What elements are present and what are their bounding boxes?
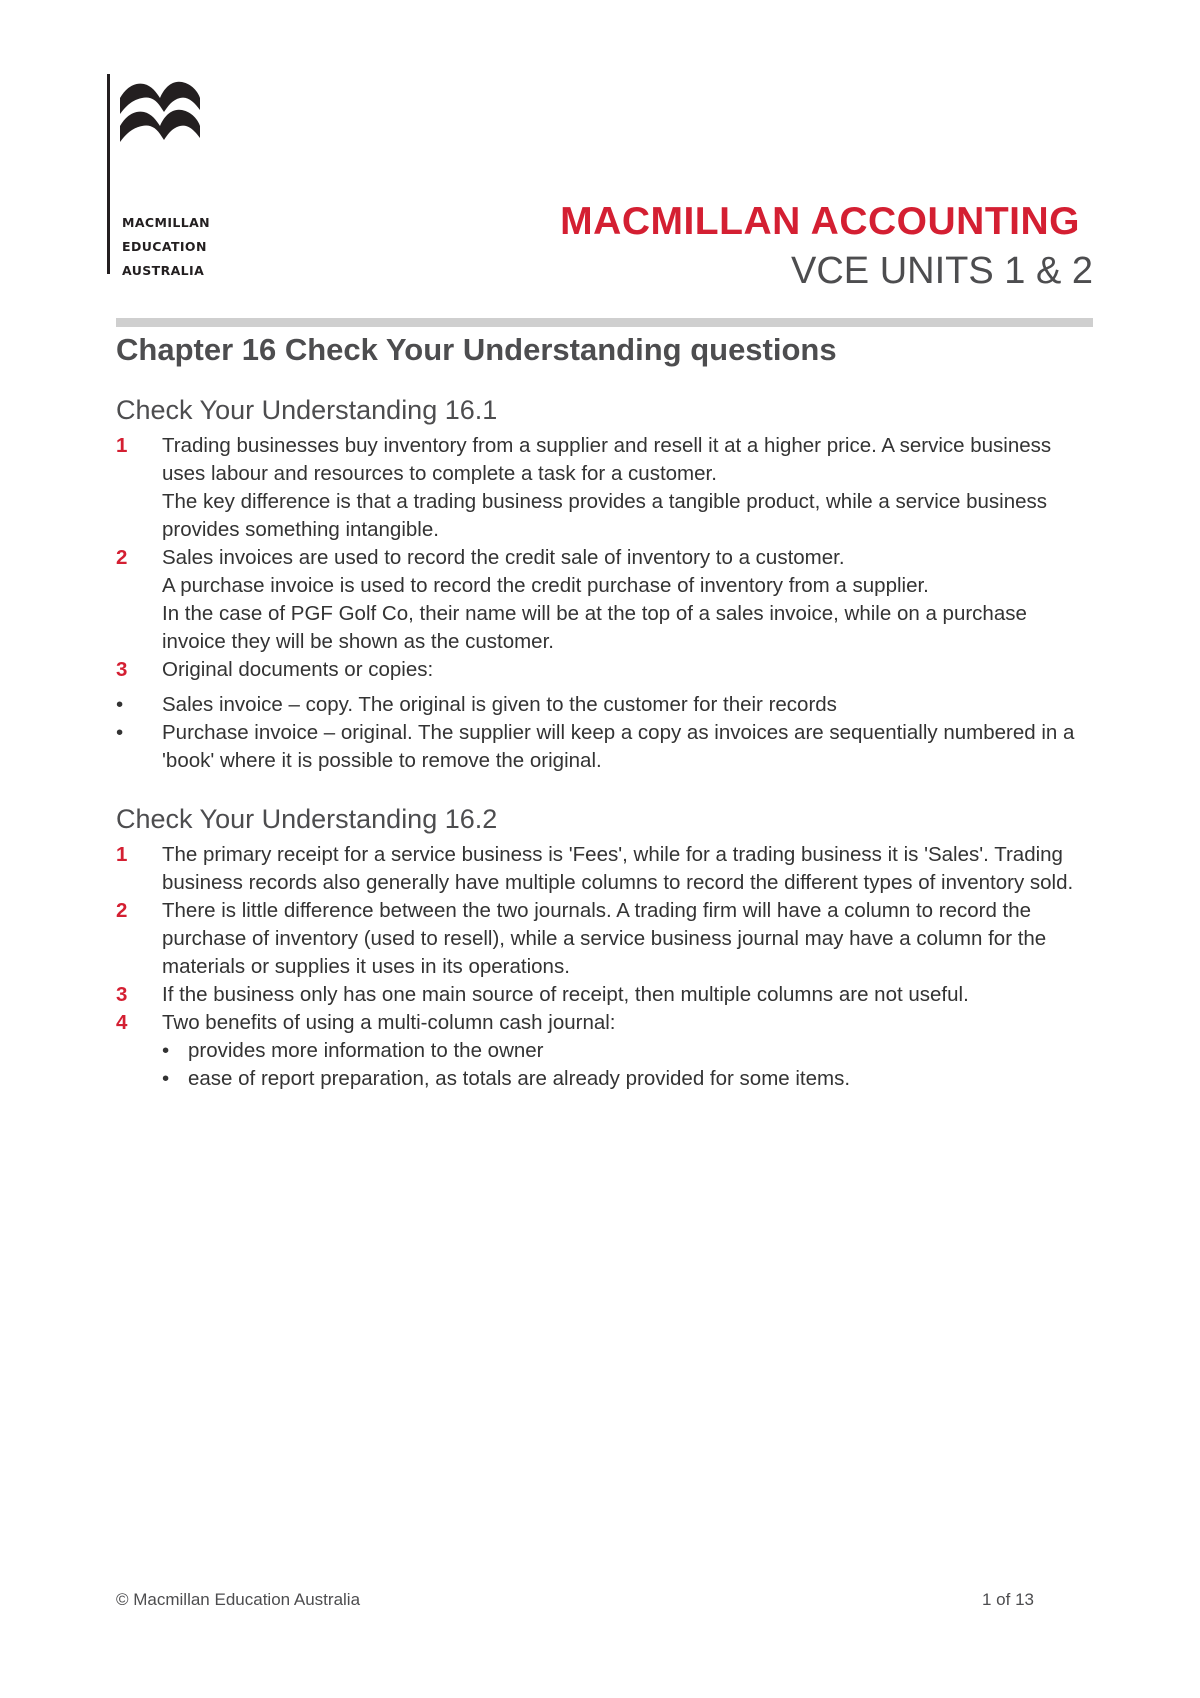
main-content <box>116 328 1096 1093</box>
bullet-list <box>162 1037 1096 1093</box>
answer-text: A purchase invoice is used to record the credit purchase of inventory from a supplier. <box>162 574 929 597</box>
bullet-icon: • <box>116 721 124 744</box>
question-number: 3 <box>116 658 128 681</box>
list-item <box>116 719 1096 775</box>
question-number: 1 <box>116 434 128 457</box>
bullet-icon: • <box>162 1039 170 1062</box>
header-divider <box>116 318 1093 327</box>
publisher-line-2: EDUCATION <box>122 239 207 254</box>
section-title: Check Your Understanding 16.1 <box>116 395 498 425</box>
chapter-title: Chapter 16 Check Your Understanding questions <box>116 332 837 367</box>
publisher-line-1: MACMILLAN <box>122 215 211 230</box>
bullet-list <box>116 691 1096 775</box>
question-item <box>116 897 1096 981</box>
answer-text: Two benefits of using a multi-column cash journal: <box>162 1011 616 1034</box>
question-number: 2 <box>116 546 128 569</box>
question-number: 2 <box>116 899 128 922</box>
question-number: 4 <box>116 1011 128 1034</box>
question-number: 3 <box>116 983 128 1006</box>
list-item-text: ease of report preparation, as totals are already provided for some items. <box>188 1067 851 1090</box>
answer-text: If the business only has one main source of receipt, then multiple columns are not useful. <box>162 983 969 1006</box>
footer-page-number: 1 of 13 <box>982 1590 1034 1609</box>
publisher-logotype <box>122 211 210 283</box>
question-item <box>116 432 1096 544</box>
logo-vertical-bar <box>107 74 110 274</box>
answer-text: Trading businesses buy inventory from a supplier and resell it at a higher price. A service business uses labour and resources to complete a task for a customer. <box>162 434 1052 485</box>
section-items <box>116 841 1096 1093</box>
answer-text: The primary receipt for a service business is 'Fees', while for a trading business it is 'Sales'. Trading business records also generally have multiple columns to record the different types of inventory sold. <box>162 843 1074 894</box>
list-item <box>116 691 1096 719</box>
list-item <box>162 1065 1096 1093</box>
answer-text: Original documents or copies: <box>162 658 434 681</box>
question-item <box>116 841 1096 897</box>
list-item-text: Sales invoice – copy. The original is given to the customer for their records <box>162 693 837 716</box>
bullet-icon: • <box>162 1067 170 1090</box>
answer-text: The key difference is that a trading business provides a tangible product, while a service business provides something intangible. <box>162 490 1048 541</box>
footer-copyright: © Macmillan Education Australia <box>116 1590 361 1609</box>
answer-text: Sales invoices are used to record the credit sale of inventory to a customer. <box>162 546 845 569</box>
question-item <box>116 1009 1096 1093</box>
question-item <box>116 544 1096 656</box>
question-item <box>116 981 1096 1009</box>
macmillan-logo-icon <box>118 76 202 144</box>
question-number: 1 <box>116 843 128 866</box>
answer-text: There is little difference between the two journals. A trading firm will have a column to record the purchase of inventory (used to resell), while a service business journal may have a column for the materials or supplies it uses in its operations. <box>162 899 1047 978</box>
question-item <box>116 656 1096 684</box>
brand-subtitle: VCE UNITS 1 & 2 <box>791 250 1093 292</box>
publisher-line-3: AUSTRALIA <box>122 263 205 278</box>
section-items <box>116 432 1096 775</box>
list-item <box>162 1037 1096 1065</box>
bullet-icon: • <box>116 693 124 716</box>
list-item-text: provides more information to the owner <box>188 1039 544 1062</box>
list-item-text: Purchase invoice – original. The supplier will keep a copy as invoices are sequentially numbered in a 'book' where it is possible to remove the original. <box>162 721 1075 772</box>
brand-title: MACMILLAN ACCOUNTING <box>560 200 1080 243</box>
section-title: Check Your Understanding 16.2 <box>116 804 498 834</box>
answer-text: In the case of PGF Golf Co, their name will be at the top of a sales invoice, while on a purchase invoice they will be shown as the customer. <box>162 602 1027 653</box>
